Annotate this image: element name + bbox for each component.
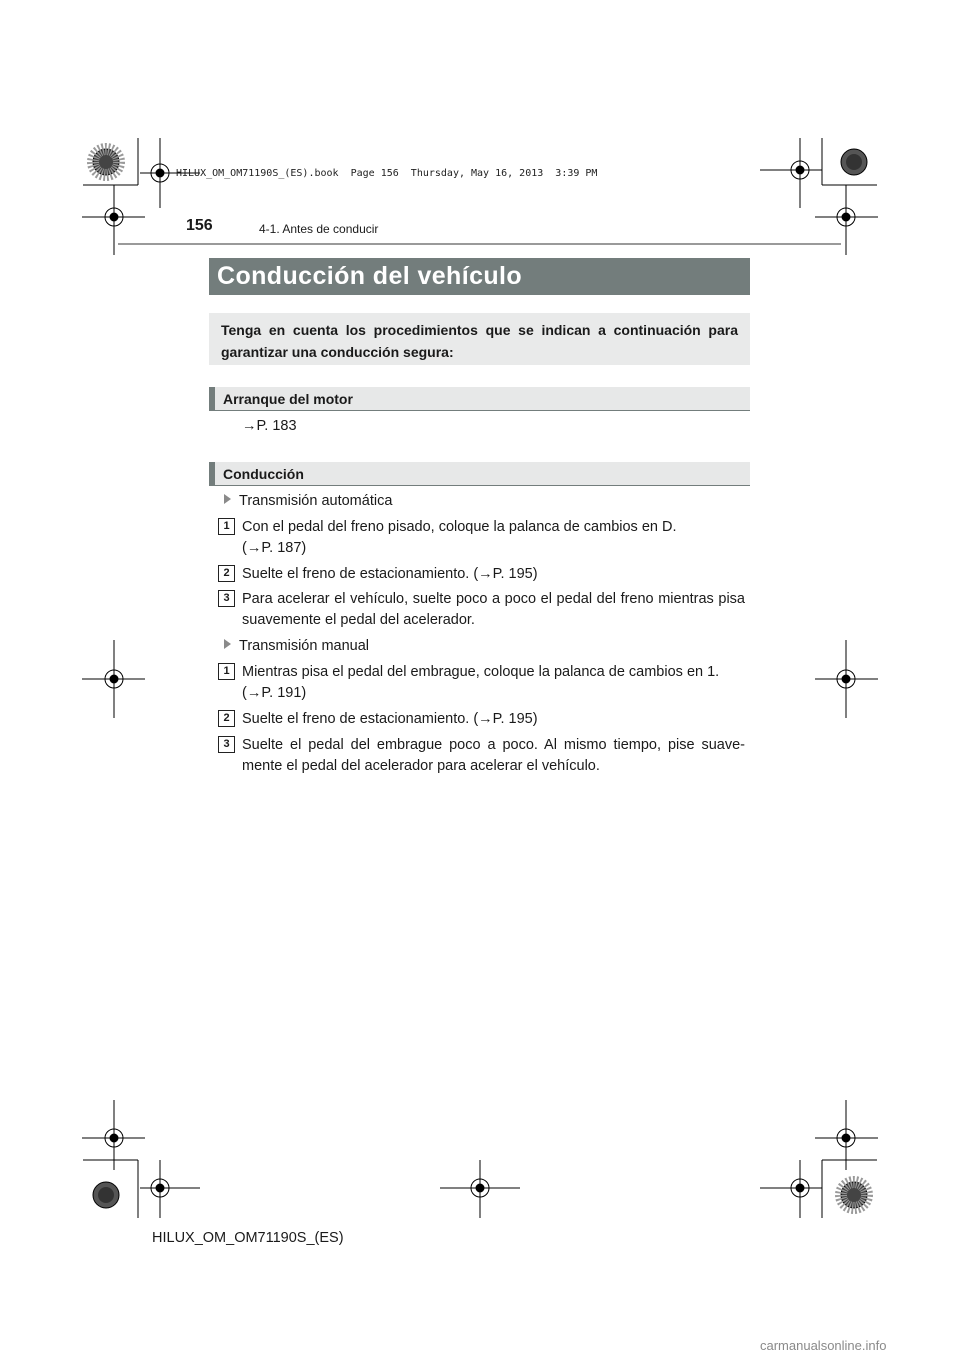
engine-start-reference: →P. 183 (242, 418, 297, 434)
step-text: Suelte el pedal del embrague poco a poco. Al mismo tiempo, pise suave-mente el pedal del acelerador para acelerar el vehículo. (242, 737, 745, 774)
print-file-header: HILUX_OM_OM71190S_(ES).book Page 156 Thursday, May 16, 2013 3:39 PM (176, 168, 598, 179)
intro-text: Tenga en cuenta los procedimientos que se indican a continuación para garantizar una conducción segura: (221, 322, 738, 360)
step-number: 3 (218, 590, 235, 607)
header-divider (118, 243, 841, 245)
automatic-transmission-label: Transmisión automática (224, 491, 392, 512)
step-number: 2 (218, 565, 235, 582)
page-title: Conducción del vehículo (209, 258, 750, 295)
step-text: Suelte el freno de estacionamiento. (→P. 195) (242, 566, 538, 582)
step-number: 3 (218, 736, 235, 753)
heading-driving: Conducción (209, 462, 750, 486)
page-number: 156 (186, 217, 213, 234)
step-number: 1 (218, 518, 235, 535)
section-label: 4-1. Antes de conducir (259, 222, 379, 236)
watermark: carmanualsonline.info (760, 1338, 887, 1353)
heading-engine-start: Arranque del motor (209, 387, 750, 411)
manual-transmission-label: Transmisión manual (224, 636, 369, 657)
triangle-bullet-icon (224, 494, 231, 504)
intro-box (209, 313, 750, 365)
step-text: Para acelerar el vehículo, suelte poco a poco el pedal del freno mientras pisa suavemente el pedal del acelerador. (242, 591, 745, 628)
triangle-bullet-icon (224, 639, 231, 649)
step-text: Con el pedal del freno pisado, coloque la palanca de cambios en D. (→P. 187) (242, 519, 677, 556)
step-text: Mientras pisa el pedal del embrague, coloque la palanca de cambios en 1. (→P. 191) (242, 664, 720, 701)
step-number: 2 (218, 710, 235, 727)
step-text: Suelte el freno de estacionamiento. (→P. 195) (242, 711, 538, 727)
footer-document-code: HILUX_OM_OM71190S_(ES) (152, 1230, 344, 1246)
step-number: 1 (218, 663, 235, 680)
